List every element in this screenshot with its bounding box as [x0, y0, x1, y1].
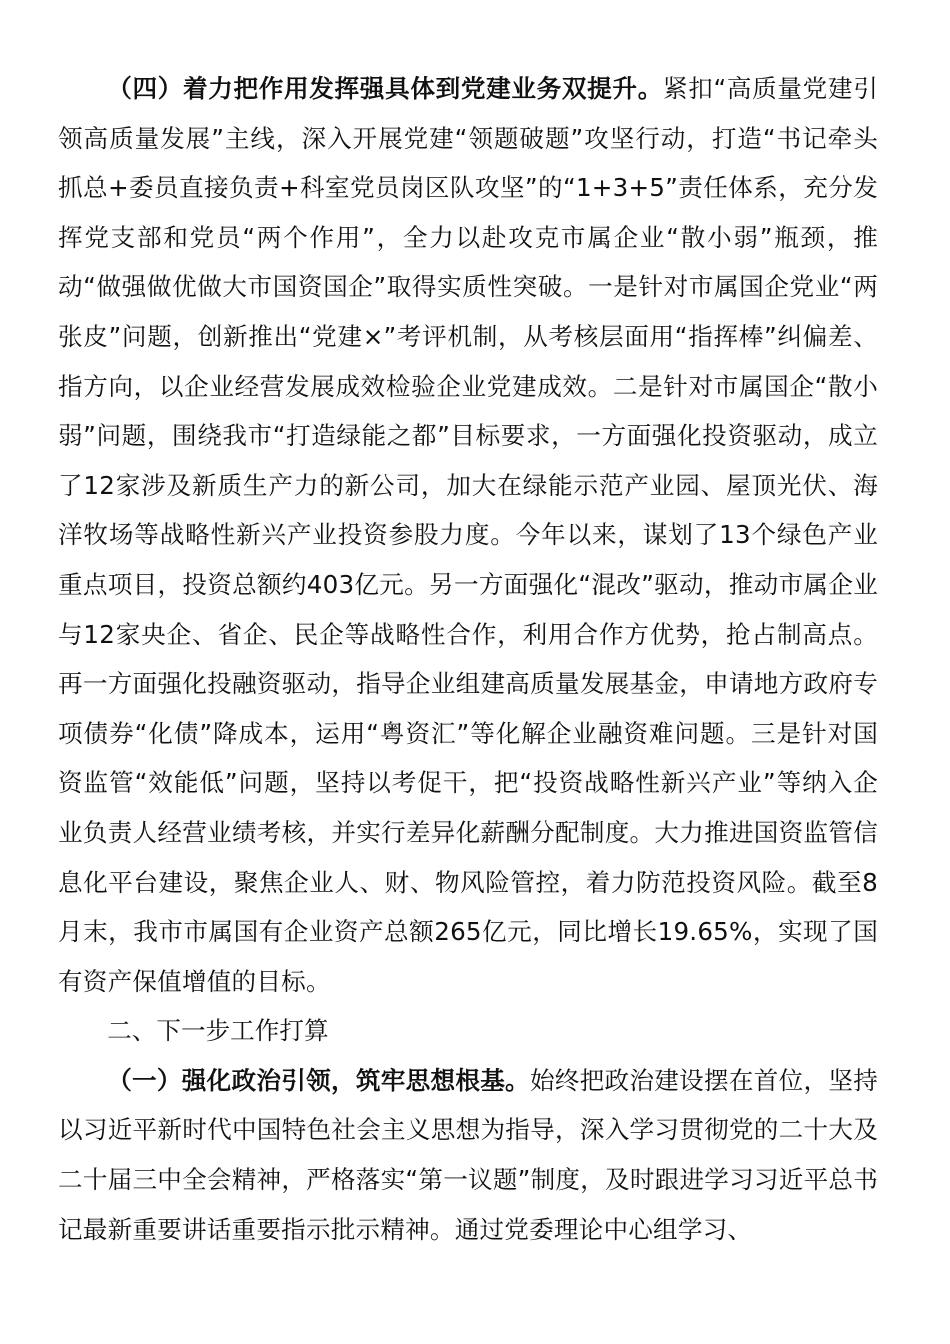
paragraph-4-heading: （四）着力把作用发挥强具体到党建业务双提升。	[107, 74, 663, 103]
document-page	[58, 64, 878, 1254]
paragraph-4	[58, 64, 878, 1006]
paragraph-next-1	[58, 1056, 878, 1254]
paragraph-4-body: 紧扣“高质量党建引领高质量发展”主线，深入开展党建“领题破题”攻坚行动，打造“书记牵头抓总+委员直接负责+科室党员岗区队攻坚”的“1+3+5”责任体系，充分发挥党支部和党员“两个作用”，全力以赴攻克市属企业“散小弱”瓶颈，推动“做强做优做大市国资国企”取得实质性突破。一是针对市属国企党业“两张皮”问题，创新推出“党建×”考评机制，从考核层面用“指挥棒”纠偏差、指方向，以企业经营发展成效检验企业党建成效。二是针对市属国企“散小弱”问题，围绕我市“打造绿能之都”目标要求，一方面强化投资驱动，成立了12家涉及新质生产力的新公司，加大在绿能示范产业园、屋顶光伏、海洋牧场等战略性新兴产业投资参股力度。今年以来，谋划了13个绿色产业重点项目，投资总额约403亿元。另一方面强化“混改”驱动，推动市属企业与12家央企、省企、民企等战略性合作，利用合作方优势，抢占制高点。再一方面强化投融资驱动，指导企业组建高质量发展基金，申请地方政府专项债券“化债”降成本，运用“粤资汇”等化解企业融资难问题。三是针对国资监管“效能低”问题，坚持以考促干，把“投资战略性新兴产业”等纳入企业负责人经营业绩考核，并实行差异化薪酬分配制度。大力推进国资监管信息化平台建设，聚焦企业人、财、物风险管控，着力防范投资风险。截至8月末，我市市属国有企业资产总额265亿元，同比增长19.65%，实现了国有资产保值增值的目标。	[58, 74, 878, 996]
paragraph-next-1-heading: （一）强化政治引领，筑牢思想根基。	[107, 1065, 530, 1095]
paragraph-next-1-body: 始终把政治建设摆在首位，坚持以习近平新时代中国特色社会主义思想为指导，深入学习贯彻党的二十大及二十届三中全会精神，严格落实“第一议题”制度，及时跟进学习习近平总书记最新重要讲话重要指示批示精神。通过党委理论中心组学习、	[58, 1065, 878, 1244]
section-heading-next-steps: 二、下一步工作打算	[107, 1016, 329, 1046]
